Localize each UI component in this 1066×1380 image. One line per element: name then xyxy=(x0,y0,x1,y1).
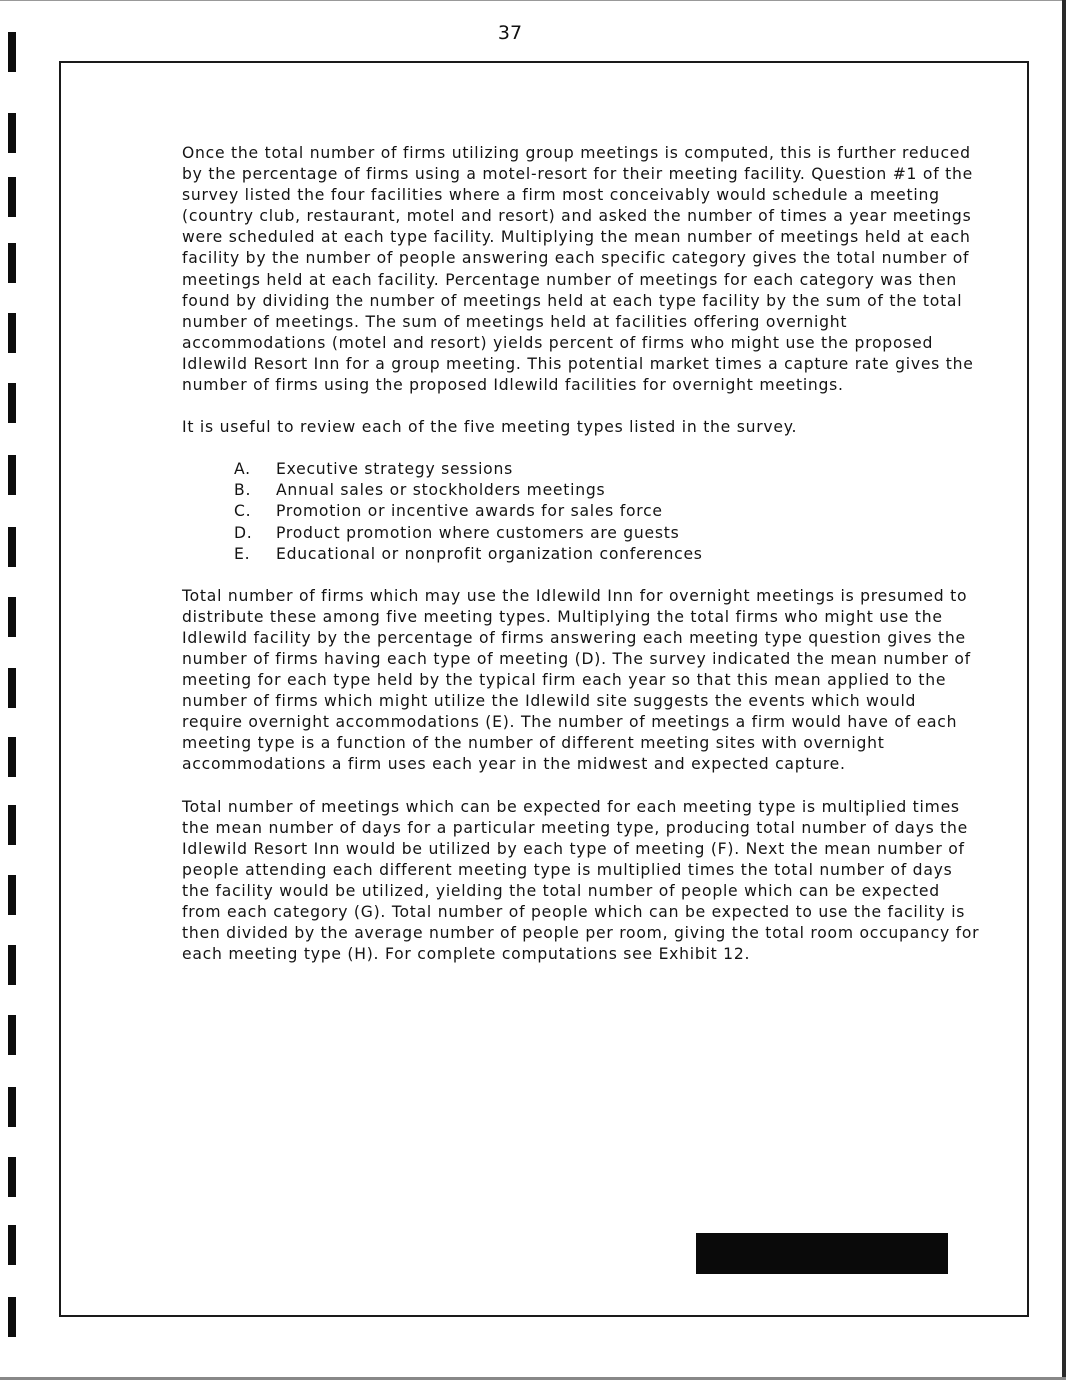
list-item-letter: E. xyxy=(234,544,251,563)
list-item xyxy=(234,459,982,480)
list-item xyxy=(234,480,982,501)
list-item xyxy=(234,544,982,565)
page-number: 37 xyxy=(497,22,523,44)
list-item-letter: A. xyxy=(234,460,251,479)
list-item-letter: B. xyxy=(234,481,252,500)
paragraph-room-occupancy: Total number of meetings which can be expected for each meeting type is multiplied times the mean number of days for a particular meeting type, producing total number of days the Idlewild Resort Inn would be utilized by each type of meeting (F). Next the mean number of people attending each different meeting type is multiplied times the total number of days the facility would be utilized, yielding the total number of people which can be expected from each category (G). Total number of people which can be expected to use the facility is then divided by the average number of people per room, giving the total room occupancy for each meeting type (H). For complete computations see Exhibit 12. xyxy=(182,797,980,964)
scan-top-edge xyxy=(0,0,1066,1)
list-item-letter: D. xyxy=(234,523,253,542)
document-body xyxy=(182,143,982,965)
list-item-text: Educational or nonprofit organization conferences xyxy=(276,544,703,563)
list-item-letter: C. xyxy=(234,502,252,521)
meeting-types-list xyxy=(182,459,982,564)
paragraph-firm-distribution: Total number of firms which may use the Idlewild Inn for overnight meetings is presumed to distribute these among five meeting types. Multiplying the total firms who might use the Idlewild facility by the percentage of firms answering each meeting type question gives the number of firms having each type of meeting (D). The survey indicated the mean number of meeting for each type held by the typical firm each year so that this mean applied to the number of firms which might utilize the Idlewild site suggests the events which would require overnight accommodations (E). The number of meetings a firm would have of each meeting type is a function of the number of different meeting sites with overnight accommodations a firm uses each year in the midwest and expected capture. xyxy=(182,586,971,774)
list-item-text: Executive strategy sessions xyxy=(276,460,513,479)
paragraph-meeting-types-intro: It is useful to review each of the five meeting types listed in the survey. xyxy=(182,418,798,437)
list-item xyxy=(234,501,982,522)
redaction-block xyxy=(696,1233,948,1274)
scan-right-edge xyxy=(1062,0,1066,1380)
list-item xyxy=(234,523,982,544)
list-item-text: Annual sales or stockholders meetings xyxy=(276,481,606,500)
list-item-text: Product promotion where customers are guests xyxy=(276,523,680,542)
paragraph-computation-method: Once the total number of firms utilizing group meetings is computed, this is further reduced by the percentage of firms using a motel-resort for their meeting facility. Question #1 of the survey listed the four facilities where a firm most conceivably would schedule a meeting (country club, restaurant, motel and resort) and asked the number of times a year meetings were scheduled at each type facility. Multiplying the mean number of meetings held at each facility by the number of people answering each specific category gives the total number of meetings held at each facility. Percentage number of meetings for each category was then found by dividing the number of meetings held at each type facility by the sum of the total number of meetings. The sum of meetings held at facilities offering overnight accommodations (motel and resort) yields percent of firms who might use the proposed Idlewild Resort Inn for a group meeting. This potential market times a capture rate gives the number of firms using the proposed Idlewild facilities for overnight meetings. xyxy=(182,144,974,395)
binding-marks xyxy=(8,0,20,1380)
list-item-text: Promotion or incentive awards for sales force xyxy=(276,502,663,521)
